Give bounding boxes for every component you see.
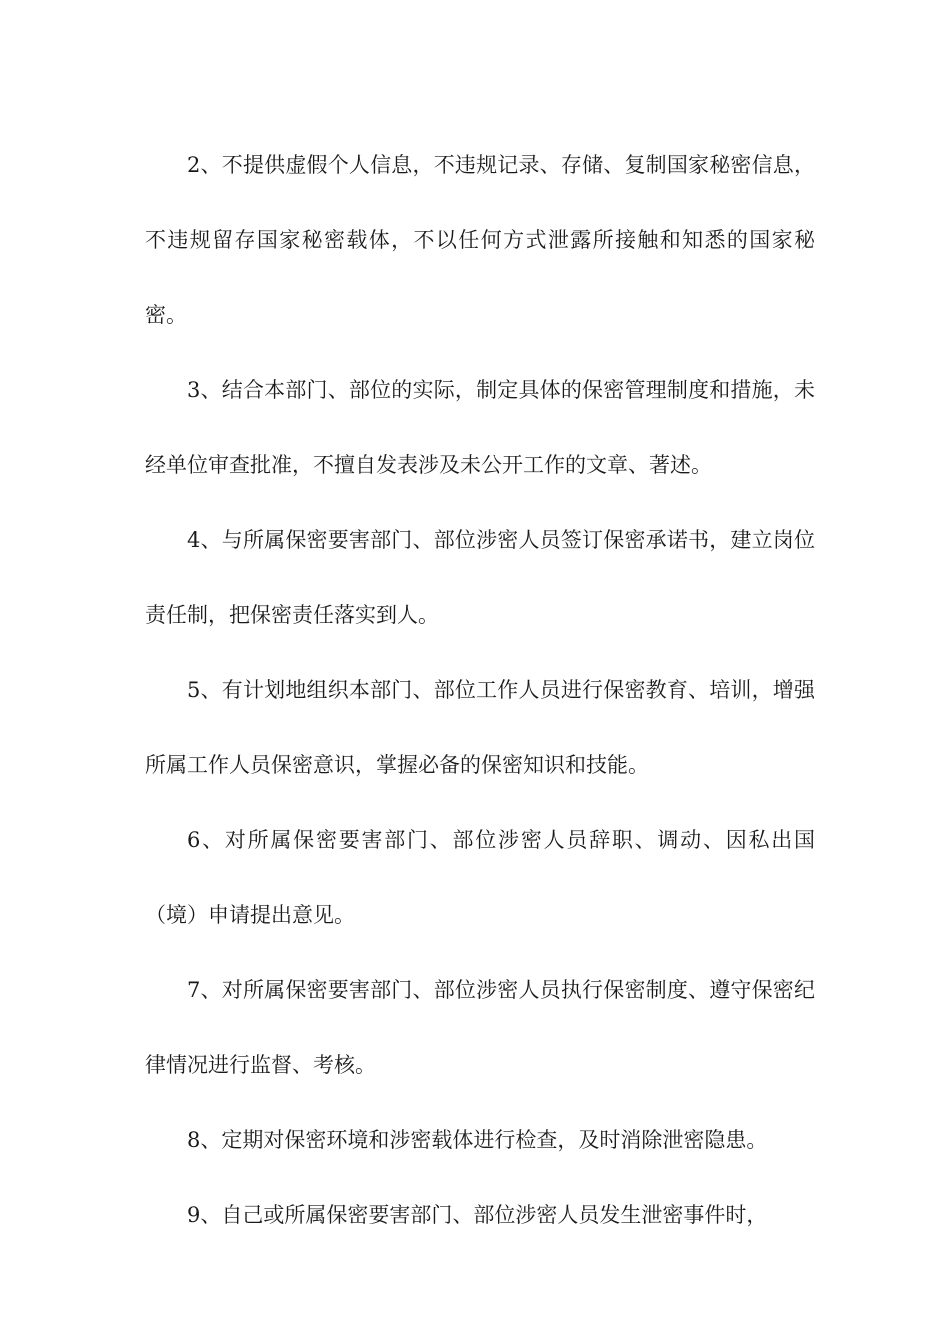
- paragraph-item-5: 5、有计划地组织本部门、部位工作人员进行保密教育、培训，增强所属工作人员保密意识，掌握必备的保密知识和技能。: [145, 678, 815, 777]
- paragraph-item-7: 7、对所属保密要害部门、部位涉密人员执行保密制度、遵守保密纪律情况进行监督、考核。: [145, 978, 815, 1077]
- paragraph-item-3: 3、结合本部门、部位的实际，制定具体的保密管理制度和措施，未经单位审查批准，不擅自发表涉及未公开工作的文章、著述。: [145, 378, 815, 477]
- paragraph-item-8: 8、定期对保密环境和涉密载体进行检查，及时消除泄密隐患。: [187, 1128, 768, 1152]
- paragraph-item-4: 4、与所属保密要害部门、部位涉密人员签订保密承诺书，建立岗位责任制，把保密责任落实到人。: [145, 528, 815, 627]
- paragraph-item-9: 9、自己或所属保密要害部门、部位涉密人员发生泄密事件时，: [187, 1203, 768, 1227]
- paragraph-item-2: 2、不提供虚假个人信息，不违规记录、存储、复制国家秘密信息，不违规留存国家秘密载体，不以任何方式泄露所接触和知悉的国家秘密。: [145, 153, 815, 327]
- document-body: [145, 128, 815, 1253]
- paragraph-item-6: 6、对所属保密要害部门、部位涉密人员辞职、调动、因私出国（境）申请提出意见。: [145, 828, 815, 927]
